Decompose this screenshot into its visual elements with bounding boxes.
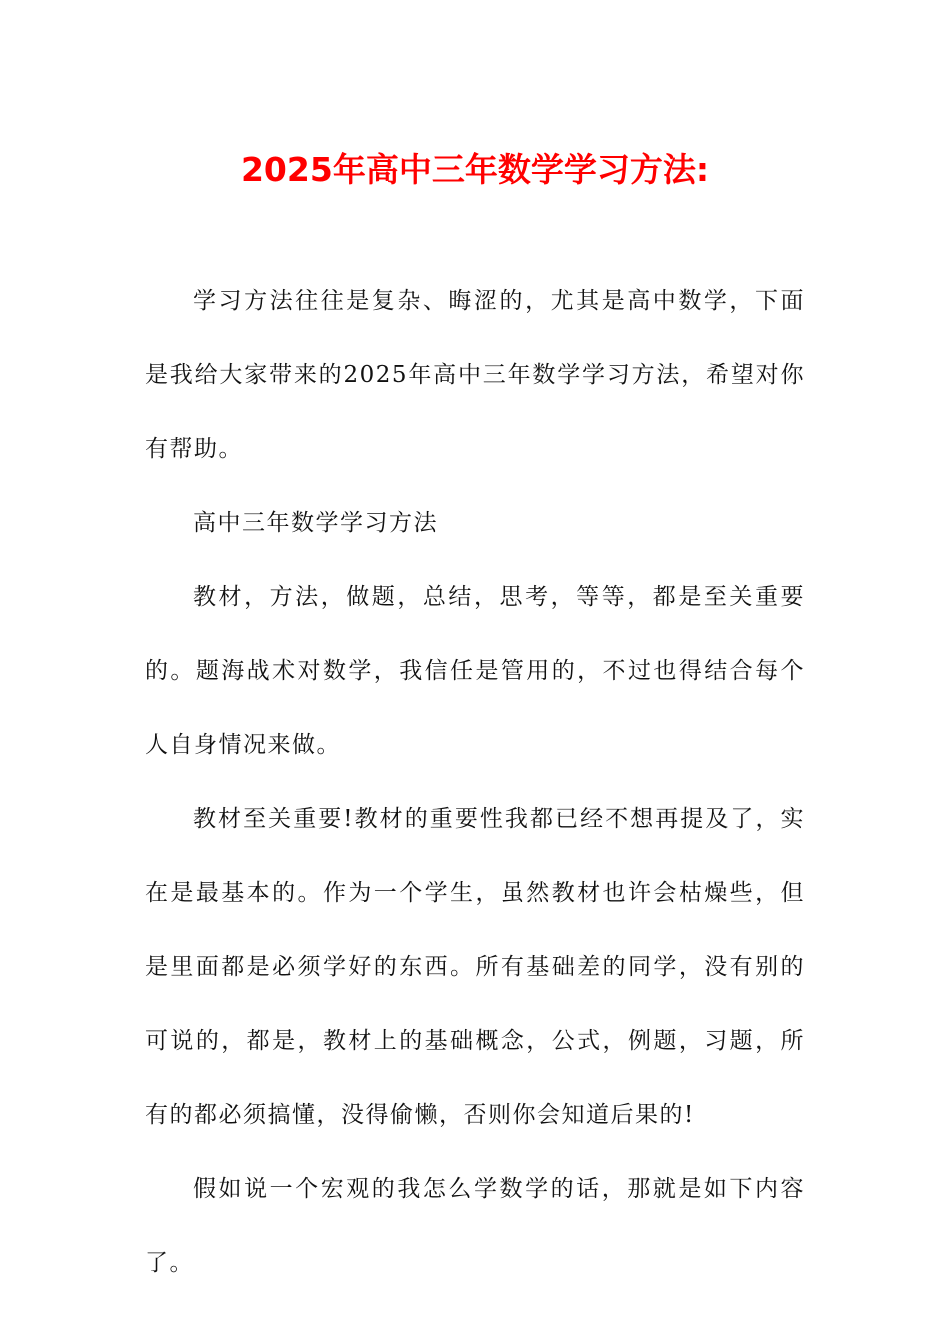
document-title: 2025年高中三年数学学习方法: [240, 150, 710, 189]
paragraph-methods: 教材，方法，做题，总结，思考，等等，都是至关重要的。题海战术对数学，我信任是管用的，不过也得结合每个人自身情况来做。 [145, 584, 805, 758]
paragraph-macro: 假如说一个宏观的我怎么学数学的话，那就是如下内容了。 [145, 1176, 805, 1276]
paragraph-heading: 高中三年数学学习方法 [193, 510, 438, 536]
paragraph-textbook: 教材至关重要!教材的重要性我都已经不想再提及了，实在是最基本的。作为一个学生，虽然教材也许会枯燥些，但是里面都是必须学好的东西。所有基础差的同学，没有别的可说的，都是，教材上的基础概念，公式，例题，习题，所有的都必须搞懂，没得偷懒，否则你会知道后果的! [145, 806, 805, 1128]
document-body [145, 264, 805, 1300]
paragraph-intro: 学习方法往往是复杂、晦涩的，尤其是高中数学，下面是我给大家带来的2025年高中三年数学学习方法，希望对你有帮助。 [145, 288, 805, 462]
